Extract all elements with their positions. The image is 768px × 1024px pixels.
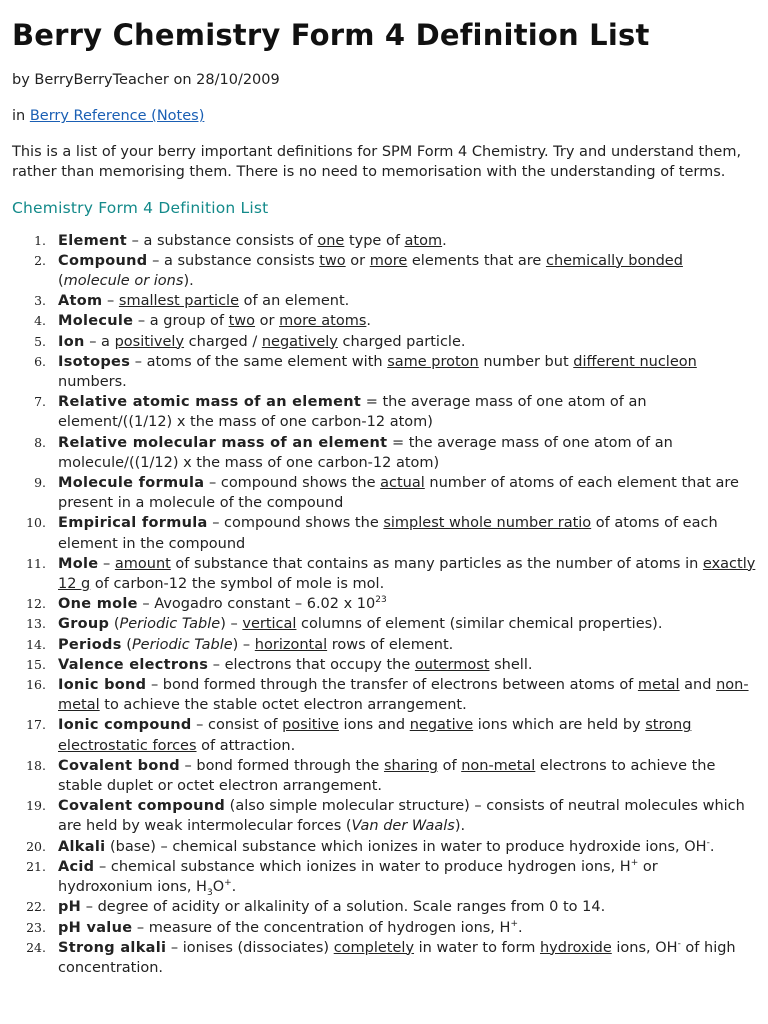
definition-text	[58, 513, 756, 553]
key-phrase: actual	[380, 475, 425, 492]
term: Atom	[58, 293, 103, 310]
text-run: elements that are	[407, 252, 546, 269]
text-run: – ionises (dissociates)	[166, 939, 334, 956]
text-run: – chemical substance which ionizes in water to produce hydrogen ions, H	[94, 858, 631, 875]
text-run: .	[231, 879, 237, 896]
text-run: of attraction.	[196, 737, 296, 754]
text-run: (	[109, 616, 120, 633]
text-run: or	[255, 313, 280, 330]
text-run: – a substance consists of	[127, 232, 318, 249]
text-run: ).	[183, 273, 194, 289]
byline-text: by BerryBerryTeacher on 28/10/2009	[12, 72, 280, 88]
list-item	[12, 594, 756, 614]
text-run: – degree of acidity or alkalinity of a solution. Scale ranges from 0 to 14.	[81, 899, 606, 916]
term: Compound	[58, 252, 148, 269]
text-run: ions and	[338, 717, 410, 734]
definition-text	[58, 594, 756, 614]
definition-text	[58, 857, 756, 897]
definition-text	[58, 473, 756, 513]
list-item	[12, 251, 756, 291]
text-run: – atoms of the same element with	[130, 353, 388, 370]
list-item	[12, 332, 756, 352]
item-number: 1.	[34, 232, 46, 248]
term: Ionic bond	[58, 677, 147, 694]
item-number: 6.	[34, 353, 46, 369]
list-item	[12, 796, 756, 836]
text-run: – a	[84, 333, 115, 350]
term: Covalent bond	[58, 757, 180, 774]
text-run: in water to form	[414, 939, 540, 956]
text-run: of	[437, 757, 462, 774]
item-number: 12.	[26, 596, 46, 612]
text-run: – compound shows the	[204, 475, 381, 492]
text-run: charged particle.	[337, 333, 466, 350]
key-phrase: atom	[404, 232, 443, 249]
key-phrase: more atoms	[279, 313, 367, 330]
list-item	[12, 675, 756, 715]
category-prefix: in	[12, 108, 26, 124]
term: Valence electrons	[58, 656, 209, 673]
term: Mole	[58, 555, 99, 572]
item-number: 4.	[34, 313, 46, 329]
item-number: 2.	[34, 252, 46, 268]
term: Group	[58, 616, 110, 633]
text-run: – a substance consists	[147, 252, 320, 269]
superscript: +	[510, 918, 518, 929]
item-number: 10.	[26, 515, 46, 531]
definition-text	[58, 655, 756, 675]
text-run: .	[366, 313, 371, 330]
term: Ionic compound	[58, 717, 192, 734]
key-phrase: more	[369, 252, 408, 269]
key-phrase: two	[319, 252, 346, 269]
definition-text	[58, 231, 756, 251]
item-number: 19.	[26, 798, 46, 814]
item-number: 3.	[34, 293, 46, 309]
item-number: 20.	[26, 838, 46, 854]
text-run: – measure of the concentration of hydrogen ions, H	[132, 919, 511, 936]
item-number: 16.	[26, 677, 46, 693]
term: Element	[58, 232, 128, 249]
key-phrase: strong electrostatic forces	[58, 717, 692, 754]
text-run: charged /	[184, 333, 262, 350]
superscript: +	[224, 878, 232, 889]
term: pH	[58, 899, 82, 916]
key-phrase: same proton	[387, 353, 479, 370]
key-phrase: outermost	[414, 656, 490, 673]
term: Molecule formula	[58, 475, 205, 492]
text-run: .	[517, 919, 523, 936]
list-item	[12, 614, 756, 634]
text-run: or hydroxonium ions, H	[58, 858, 658, 896]
key-phrase: metal	[637, 677, 680, 694]
key-phrase: chemically bonded	[545, 252, 683, 269]
text-run: – consist of	[191, 717, 283, 734]
key-phrase: negatively	[261, 333, 338, 350]
term: Ion	[58, 333, 85, 350]
text-run: ) –	[232, 636, 255, 653]
list-item	[12, 918, 756, 938]
list-item	[12, 392, 756, 432]
byline	[12, 70, 756, 90]
list-item	[12, 311, 756, 331]
text-run: of atoms of each element in the compound	[58, 515, 718, 552]
term: Relative molecular mass of an element	[58, 434, 388, 451]
text-run: = the average mass of one atom of an molecule/((1/12) x the mass of one carbon-12 atom)	[58, 434, 673, 471]
text-run: = the average mass of one atom of an element/((1/12) x the mass of one carbon-12 atom)	[58, 394, 647, 431]
item-number: 14.	[26, 636, 46, 652]
definition-text	[58, 352, 756, 392]
text-run: –	[102, 293, 119, 310]
intro-paragraph: This is a list of your berry important definitions for SPM Form 4 Chemistry. Try and understand them, rather than memorising them. There is no need to memorisation with the understanding of terms.	[12, 144, 742, 181]
list-item	[12, 938, 756, 978]
term: pH value	[58, 919, 133, 936]
list-item	[12, 756, 756, 796]
list-item	[12, 635, 756, 655]
key-phrase: horizontal	[254, 636, 328, 653]
text-run: numbers.	[58, 374, 127, 391]
list-item	[12, 352, 756, 392]
item-number: 13.	[26, 616, 46, 632]
section-heading: Chemistry Form 4 Definition List	[12, 198, 269, 217]
text-run: number of atoms of each element that are present in a molecule of the compound	[58, 475, 739, 512]
definition-text	[58, 291, 756, 311]
superscript: -	[677, 938, 681, 949]
italic-note: Periodic Table	[119, 616, 221, 633]
superscript: -	[706, 837, 710, 848]
text-run: of an element.	[238, 293, 350, 310]
text-run: .	[709, 838, 715, 855]
key-phrase: negative	[409, 717, 474, 734]
text-run: (also simple molecular structure) – consists of neutral molecules which are held by weak intermolecular forces (	[58, 798, 745, 835]
text-run: – compound shows the	[207, 515, 384, 532]
italic-note: molecule or ions	[63, 273, 184, 289]
definition-text	[58, 715, 756, 755]
text-run: O	[212, 879, 225, 896]
list-item	[12, 655, 756, 675]
definition-text	[58, 897, 756, 917]
key-phrase: two	[228, 313, 256, 330]
italic-note: Van der Waals	[351, 818, 455, 835]
item-number: 18.	[26, 757, 46, 773]
item-number: 17.	[26, 717, 46, 733]
key-phrase: amount	[114, 555, 171, 572]
item-number: 9.	[34, 475, 46, 491]
term: Relative atomic mass of an element	[58, 394, 362, 411]
superscript: +	[630, 858, 639, 869]
key-phrase: hydroxide	[539, 939, 612, 956]
key-phrase: smallest particle	[118, 293, 239, 310]
key-phrase: different nucleon	[573, 353, 697, 370]
text-run: to achieve the stable octet electron arrangement.	[99, 697, 467, 714]
text-run: electrons to achieve the stable duplet or octet electron arrangement.	[58, 757, 716, 795]
text-run: ions which are held by	[473, 717, 646, 734]
key-phrase: exactly 12 g	[58, 555, 756, 593]
term: Isotopes	[58, 353, 131, 370]
text-run: shell.	[489, 656, 533, 673]
category-line	[12, 106, 756, 126]
list-item	[12, 231, 756, 251]
item-number: 24.	[26, 939, 46, 955]
definition-text	[58, 392, 756, 432]
definition-text	[58, 614, 756, 634]
text-run: of substance that contains as many particles as the number of atoms in	[170, 555, 703, 572]
page-title: Berry Chemistry Form 4 Definition List	[12, 18, 650, 52]
term: Strong alkali	[58, 939, 167, 956]
item-number: 11.	[26, 555, 46, 571]
text-run: – a group of	[133, 313, 229, 330]
key-phrase: one	[317, 232, 345, 249]
text-run: and	[679, 677, 717, 694]
text-run: of high concentration.	[58, 939, 736, 976]
term: Alkali	[58, 838, 106, 855]
text-run: of carbon-12 the symbol of mole is mol.	[90, 576, 385, 593]
item-number: 15.	[26, 656, 46, 672]
key-phrase: non-metal	[58, 677, 749, 714]
list-item	[12, 473, 756, 513]
text-run: or	[345, 252, 370, 269]
definition-text	[58, 918, 756, 938]
text-run: number but	[478, 353, 574, 370]
key-phrase: positive	[282, 717, 339, 734]
text-run: type of	[344, 232, 405, 249]
definition-text	[58, 938, 756, 978]
term: Covalent compound	[58, 798, 226, 815]
item-number: 7.	[34, 394, 46, 410]
definition-text	[58, 433, 756, 473]
text-run: – bond formed through the	[179, 757, 384, 774]
term: Acid	[58, 858, 95, 875]
list-item	[12, 513, 756, 553]
text-run: – electrons that occupy the	[208, 656, 415, 673]
definition-text	[58, 796, 756, 836]
key-phrase: simplest whole number ratio	[383, 515, 592, 532]
text-run: ions, OH	[611, 939, 678, 956]
definition-text	[58, 635, 756, 655]
definition-text	[58, 251, 756, 291]
text-run: (base) – chemical substance which ionizes in water to produce hydroxide ions, OH	[105, 838, 707, 855]
text-run: ) –	[220, 616, 243, 633]
key-phrase: sharing	[383, 757, 438, 774]
key-phrase: non-metal	[461, 757, 536, 774]
item-number: 21.	[26, 858, 46, 874]
key-phrase: positively	[114, 333, 185, 350]
definition-text	[58, 756, 756, 796]
definition-text	[58, 332, 756, 352]
definition-text	[58, 675, 756, 715]
text-run: –	[98, 555, 115, 572]
term: Empirical formula	[58, 515, 208, 532]
term: One mole	[58, 596, 138, 613]
subscript: 3	[206, 887, 213, 898]
text-run: ).	[454, 818, 466, 835]
key-phrase: completely	[333, 939, 415, 956]
list-item	[12, 554, 756, 594]
text-run: rows of element.	[327, 636, 454, 653]
list-item	[12, 291, 756, 311]
text-run: .	[442, 232, 447, 249]
key-phrase: vertical	[242, 616, 297, 633]
list-item	[12, 433, 756, 473]
text-run: – Avogadro constant – 6.02 x 10	[137, 596, 376, 613]
list-item	[12, 837, 756, 857]
text-run: (	[121, 636, 132, 653]
text-run: (	[58, 273, 64, 289]
superscript: 23	[375, 595, 387, 606]
definition-list	[12, 231, 756, 979]
definition-text	[58, 311, 756, 331]
item-number: 23.	[26, 919, 46, 935]
category-link[interactable]: Berry Reference (Notes)	[29, 108, 205, 124]
term: Periods	[58, 636, 122, 653]
item-number: 5.	[34, 333, 46, 349]
item-number: 22.	[26, 899, 46, 915]
definition-text	[58, 837, 756, 857]
list-item	[12, 897, 756, 917]
list-item	[12, 857, 756, 897]
item-number: 8.	[34, 434, 46, 450]
list-item	[12, 715, 756, 755]
italic-note: Periodic Table	[131, 636, 233, 653]
term: Molecule	[58, 313, 134, 330]
definition-text	[58, 554, 756, 594]
text-run: columns of element (similar chemical properties).	[296, 616, 663, 633]
text-run: – bond formed through the transfer of electrons between atoms of	[146, 677, 638, 694]
